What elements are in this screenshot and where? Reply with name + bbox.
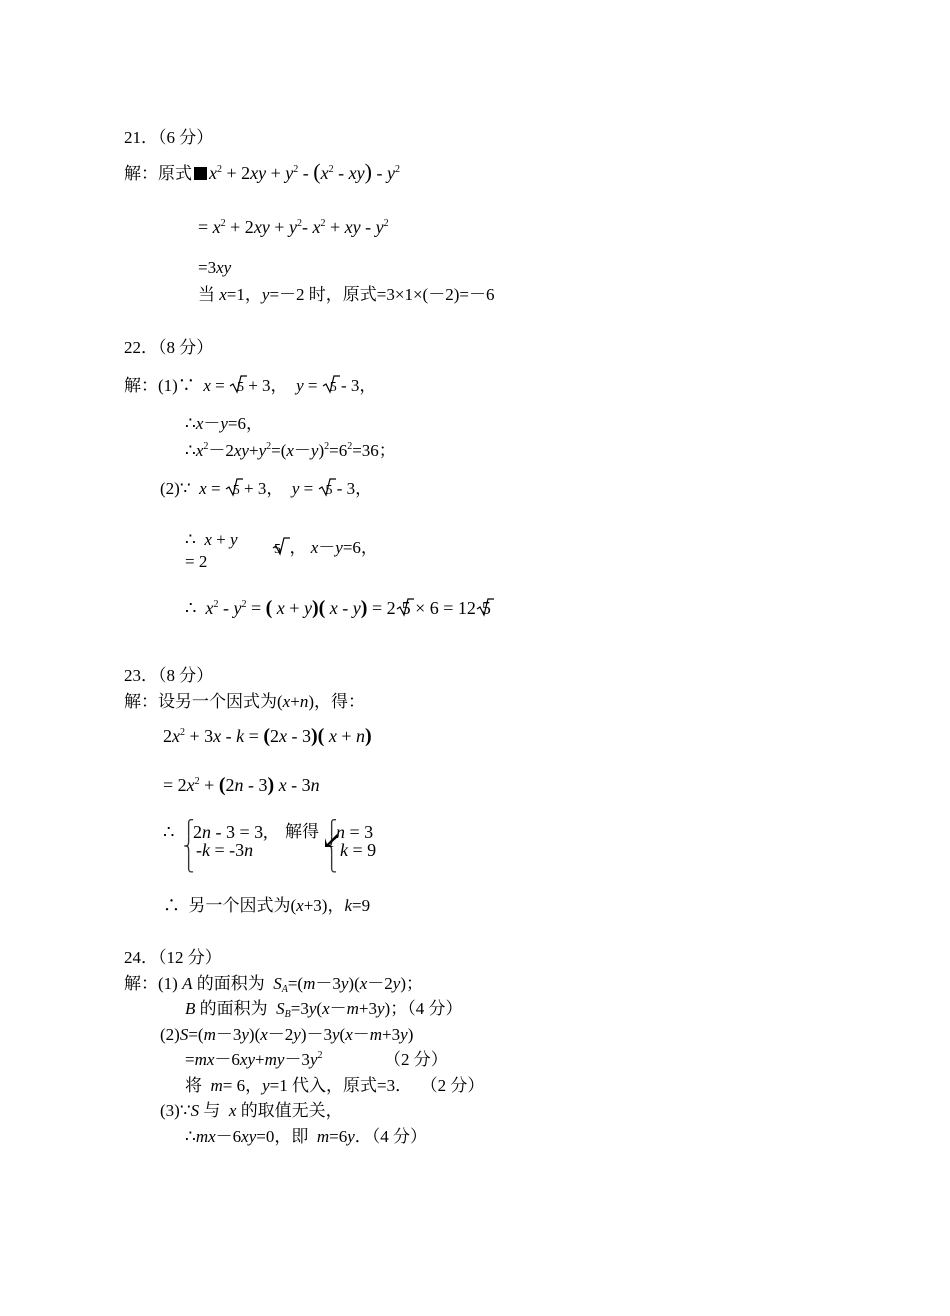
q22-part2-line1b: 5 ， x－y=6，	[274, 538, 378, 557]
q24-line2: B 的面积为 $S_B=3y(x-m+3y)$；（4 分）	[185, 999, 463, 1020]
q22-heading: 22．（8 分）	[124, 338, 214, 357]
q23-brace-left: ⎧ ⎨ ⎩	[183, 821, 195, 873]
q23-system2-eq1: n = 3	[336, 822, 374, 842]
sqrt-icon	[229, 376, 245, 394]
q22-part2-condition: (2)∵ x = 5 + 3， y = 5 - 3，	[160, 479, 373, 498]
q22-part1-condition: 解：(1)∵ x = 5 + 3， y = 5 - 3，	[124, 376, 377, 395]
q23-system2-eq2: k = 9	[340, 840, 377, 860]
sqrt-icon	[272, 538, 288, 556]
q22-part2-line2: ∴ $x^2 - y^2$ = ( x + y)( x - y) = 2 5 × 6 = 12 5	[185, 598, 491, 618]
q22-part1-line1: ∴x－y=6，	[185, 414, 264, 433]
q21-line3: =3xy	[198, 258, 232, 277]
q23-system1-eq1: 2n - 3 = 3,	[193, 822, 268, 842]
q23-equation2: = $2x^2 + (2n - 3)$ x - 3n	[163, 774, 320, 796]
q22-part1-line2: $\therefore x^2-2xy+y^2=(x-y)^2=6^2=36$；	[185, 441, 396, 460]
sqrt-icon	[318, 479, 334, 497]
q24-line4: $=mx-6xy+my-3y^2$	[185, 1050, 323, 1069]
q21-line2: = $x^2 + 2xy + y^2-$ $x^2$ + xy - $y^2$	[198, 217, 389, 237]
q21-line1	[124, 159, 400, 184]
sqrt-icon	[225, 479, 241, 497]
q21-line4: 当 x=1，y=－2 时，原式=3×1×(－2)=－6	[198, 285, 495, 304]
q24-line6: (3)∵S 与 x 的取值无关，	[160, 1101, 343, 1120]
q24-line5: 将 m= 6，y=1 代入，原式=3． （2 分）	[185, 1076, 485, 1095]
sqrt-icon	[396, 599, 412, 617]
q24-line4-score: （2 分）	[384, 1050, 448, 1069]
q23-solve-word: 解得	[285, 822, 319, 841]
q23-therefore: ∴	[163, 822, 175, 842]
q24-heading: 24．（12 分）	[124, 948, 222, 967]
q23-brace-right: ⎧ ⎨ ⎩	[326, 821, 338, 873]
q21-solve-label: 解：原式	[124, 164, 192, 183]
placeholder-box-icon	[194, 167, 207, 180]
q23-conclusion: ∴ 另一个因式为(x+3)，k=9	[163, 896, 371, 915]
q24-line1: 解：(1) A 的面积为 $S_A=(m-3y)(x-2y)$；	[124, 974, 423, 995]
q23-equation1: $2x^2 + 3x - k = (2x - 3)$( x + n)	[163, 725, 372, 747]
q22-part2-line1a: ∴ x + y = 2	[185, 530, 238, 571]
q23-heading: 23．（8 分）	[124, 666, 214, 685]
q24-line3: (2)S=(m－3y)(x－2y)－3y(x－m+3y)	[160, 1025, 414, 1044]
sqrt-icon	[322, 376, 338, 394]
q21-heading: 21．（6 分）	[124, 128, 214, 147]
q23-intro: 解：设另一个因式为(x+n)，得：	[124, 692, 365, 711]
q23-system1-eq2: -k = -3n	[196, 840, 254, 860]
q24-line7: ∴mx－6xy=0，即 m=6y．（4 分）	[185, 1127, 428, 1146]
sqrt-icon	[476, 599, 492, 617]
q21-expr1: $x^2 + 2xy + y^2 - (x^2 - xy) - y^2$	[209, 159, 400, 184]
